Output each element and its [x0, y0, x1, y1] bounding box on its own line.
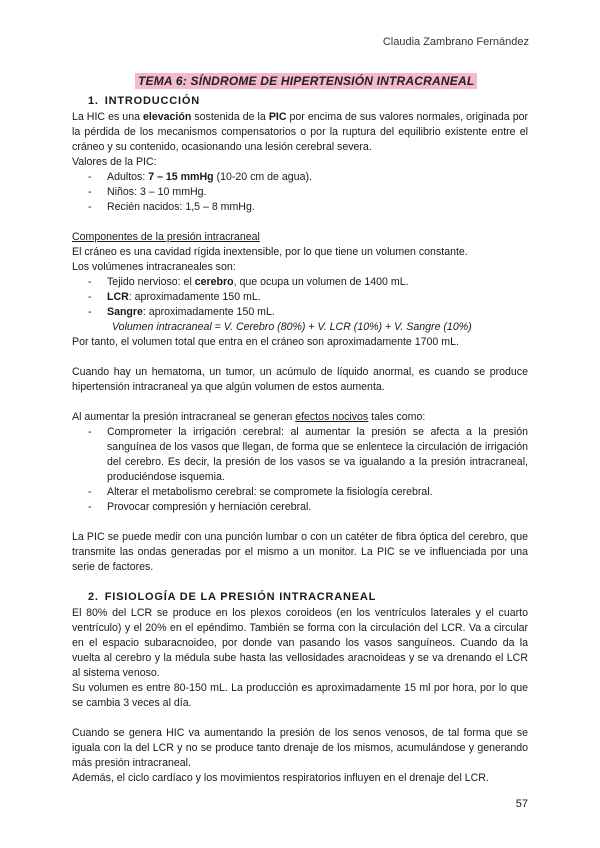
title-block	[135, 73, 477, 89]
components-paragraph-2: Los volúmenes intracraneales son:	[72, 261, 236, 273]
physiology-paragraph-1: El 80% del LCR se produce en los plexos coroideos (en los ventrículos laterales y el cuarto ventrículo) y el 20% en el epéndimo. También se forma con la circulación del LCR. Va a circular en el espacio subaracnoideo, por donde van pasando los vasos sanguíneos. Cuando da la vuelta al cerebro y la médula sube hasta las vellosidades aracnoideas y se va drenando el LCR al sistema venoso.	[72, 607, 528, 679]
intro-paragraph: La HIC es una elevación sostenida de la PIC por encima de sus valores normales, originada por la pérdida de los mecanismos compensatorios o por la ruptura del equilibrio existente entre el cráneo y su contenido, ocasionando una lesión cerebral severa.	[72, 111, 529, 153]
list-item: - Recién nacidos: 1,5 – 8 mmHg.	[72, 200, 528, 215]
list-item: - Comprometer la irrigación cerebral: al aumentar la presión se afecta a la presión sanguínea de los vasos que llegan, de forma que se enlentece la circulación de irrigación del cerebro. Es decir, la presión de los vasos se va igualando a la presión intracraneal, produciéndose isquemia.	[72, 425, 528, 485]
values-label: Valores de la PIC:	[72, 156, 157, 168]
list-item: - Provocar compresión y herniación cerebral.	[72, 500, 528, 515]
section-1-heading	[88, 94, 528, 109]
effects-list	[72, 425, 528, 515]
physiology-paragraph-4: Además, el ciclo cardíaco y los movimientos respiratorios influyen en el drenaje del LCR.	[72, 772, 489, 784]
section-2-number: 2.	[88, 591, 99, 603]
measure-paragraph: La PIC se puede medir con una punción lumbar o con un catéter de fibra óptica del cerebro, que transmite las ondas generadas por el mismo a un monitor. La PIC se ve influenciada por una serie de factores.	[72, 531, 528, 573]
document-title: TEMA 6: SÍNDROME DE HIPERTENSIÓN INTRACRANEAL	[135, 73, 477, 89]
components-subtitle: Componentes de la presión intracraneal	[72, 231, 260, 243]
physiology-paragraph-3: Cuando se genera HIC va aumentando la presión de los senos venosos, de tal forma que se iguala con la del LCR y no se produce tanto drenaje de los mismos, acumulándose y generando más presión intracraneal.	[72, 727, 528, 769]
section-1-title: INTRODUCCIÓN	[104, 95, 200, 107]
hematoma-paragraph: Cuando hay un hematoma, un tumor, un acúmulo de líquido anormal, es cuando se produce hipertensión intracraneal ya que algún volumen de estos aumenta.	[72, 366, 528, 393]
section-2-title: FISIOLOGÍA DE LA PRESIÓN INTRACRANEAL	[104, 591, 377, 603]
total-volume: Por tanto, el volumen total que entra en el cráneo son aproximadamente 1700 mL.	[72, 336, 459, 348]
section-1-number: 1.	[88, 95, 99, 107]
components-paragraph-1: El cráneo es una cavidad rígida inextensible, por lo que tiene un volumen constante.	[72, 246, 468, 258]
list-item: - Adultos: 7 – 15 mmHg (10-20 cm de agua).	[72, 170, 528, 185]
physiology-paragraph-2: Su volumen es entre 80-150 mL. La producción es aproximadamente 15 ml por hora, por lo que se cambia 3 veces al día.	[72, 682, 528, 709]
list-item: - Sangre: aproximadamente 150 mL.	[72, 305, 528, 320]
document-body	[72, 94, 528, 786]
author-header: Claudia Zambrano Fernández	[382, 36, 529, 48]
volume-formula: Volumen intracraneal = V. Cerebro (80%) + V. LCR (10%) + V. Sangre (10%)	[112, 321, 472, 333]
volumes-list	[72, 275, 528, 320]
effects-intro: Al aumentar la presión intracraneal se generan efectos nocivos tales como:	[72, 411, 426, 423]
list-item: - Niños: 3 – 10 mmHg.	[72, 185, 528, 200]
pic-values-list	[72, 170, 528, 215]
list-item: - LCR: aproximadamente 150 mL.	[72, 290, 528, 305]
section-2-heading	[88, 590, 528, 605]
list-item: - Tejido nervioso: el cerebro, que ocupa un volumen de 1400 mL.	[72, 275, 528, 290]
page-number: 57	[515, 798, 528, 810]
list-item: - Alterar el metabolismo cerebral: se compromete la fisiología cerebral.	[72, 485, 528, 500]
